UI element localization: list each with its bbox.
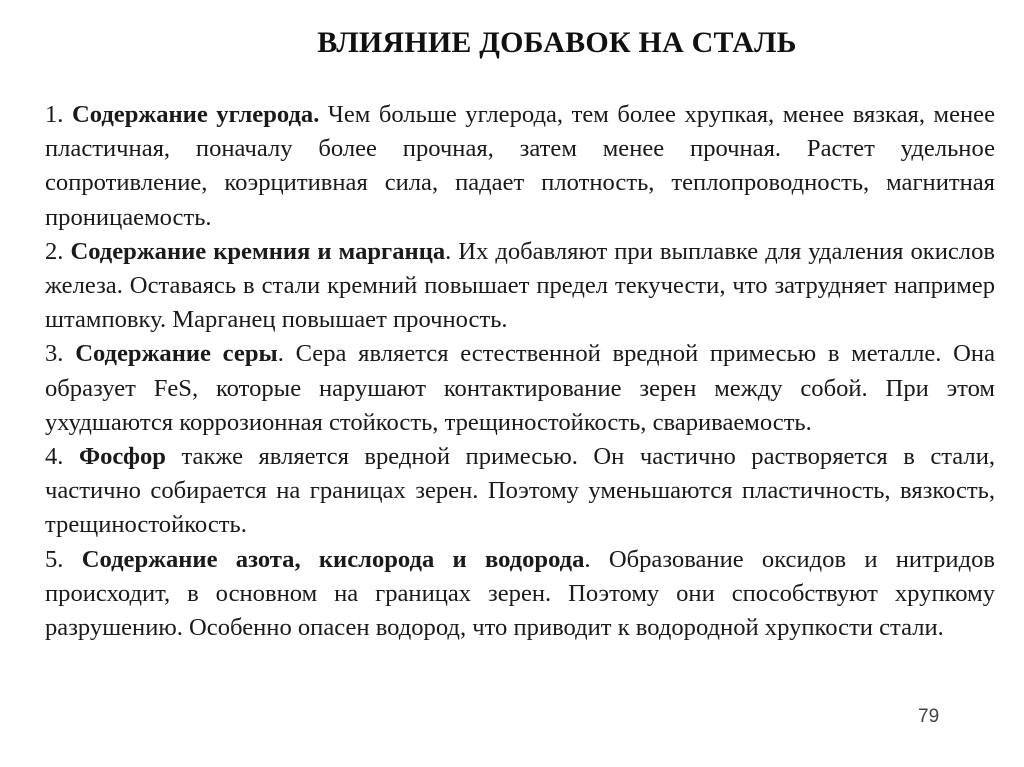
paragraph-sulfur xyxy=(45,337,995,440)
paragraph-nitrogen-oxygen-hydrogen xyxy=(45,543,995,646)
item-text: . Их добавляют при выплавке для удаления окислов железа. Оставаясь в стали кремний повышает предел текучести, что затрудняет например штамповку. Марганец повышает прочность. xyxy=(45,237,995,334)
item-number: 4. xyxy=(45,443,79,471)
item-heading: Содержание азота, кислорода и водорода xyxy=(81,545,585,573)
item-number: 1. xyxy=(45,101,72,128)
item-text: . Сера является естественной вредной примесью в металле. Она образует FeS, которые нарушают контактирование зерен между собой. При этом ухудшаются коррозионная стойкость, трещиностойкость, свариваемость. xyxy=(45,340,996,436)
item-heading: Содержание кремния и марганца xyxy=(70,237,446,265)
item-heading: Содержание углерода. xyxy=(71,101,320,128)
item-heading: Содержание серы xyxy=(75,340,278,368)
item-heading: Фосфор xyxy=(78,443,166,471)
item-text: . Образование оксидов и нитридов происходит, в основном на границах зерен. Поэтому они способствуют хрупкому разрушению. Особенно опасен водород, что приводит к водородной хрупкости стали. xyxy=(45,545,996,642)
paragraph-carbon xyxy=(45,98,995,235)
paragraph-phosphorus xyxy=(45,440,995,543)
item-number: 2. xyxy=(45,237,71,265)
slide-title: ВЛИЯНИЕ ДОБАВОК НА СТАЛЬ xyxy=(317,26,797,59)
page-number: 79 xyxy=(918,706,940,727)
item-number: 3. xyxy=(45,340,76,368)
slide-body xyxy=(45,98,995,645)
item-number: 5. xyxy=(45,545,82,573)
item-text: также является вредной примесью. Он частично растворяется в стали, частично собирается на границах зерен. Поэтому уменьшаются пластичность, вязкость, трещиностойкость. xyxy=(45,443,996,539)
paragraph-silicon-manganese xyxy=(45,235,995,338)
item-text: Чем больше углерода, тем более хрупкая, менее вязкая, менее пластичная, поначалу более прочная, затем менее прочная. Растет удельное сопротивление, коэрцитивная сила, падает плотность, теплопроводность, магнитная проницаемость. xyxy=(45,101,995,231)
